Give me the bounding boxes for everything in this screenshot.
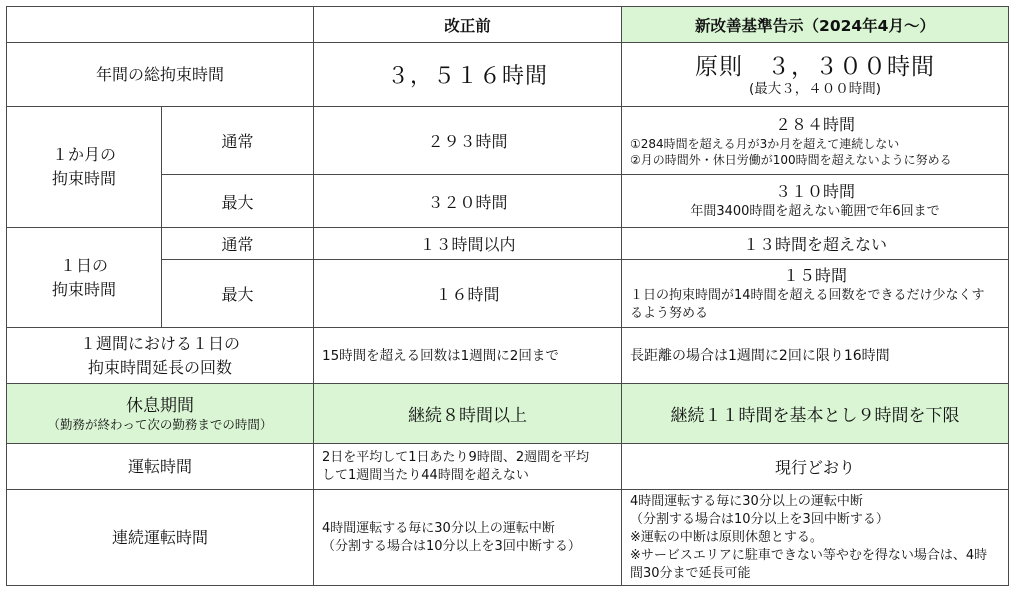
- daily-label-line2: 拘束時間: [51, 279, 116, 299]
- daily-max-before: １６時間: [314, 260, 622, 328]
- monthly-max-after-note: 年間3400時間を超えない範囲で年6回まで: [690, 204, 940, 219]
- monthly-normal-after-main: ２８４時間: [774, 114, 855, 134]
- driving-before-line2: して1週間当たり44時間を超えない: [322, 467, 529, 483]
- row-monthly-normal: [7, 107, 1009, 175]
- daily-label-cell: [7, 228, 162, 328]
- rest-label-note: （勤務が終わって次の勤務までの時間）: [47, 416, 273, 432]
- daily-label-line1: １日の: [59, 255, 108, 275]
- monthly-normal-after-note1: ①284時間を超える月が3か月を超えて連続しない: [630, 136, 900, 151]
- daily-max-after-note-line1: １日の拘束時間が14時間を超える回数をできるだけ少なくす: [630, 287, 985, 303]
- continuous-before-cell: [314, 490, 622, 586]
- continuous-after-line3: ※運転の中断は原則休憩とする。: [630, 529, 823, 545]
- annual-before: ３，５１６時間: [314, 43, 622, 107]
- monthly-label-cell: [7, 107, 162, 228]
- header-before: 改正前: [314, 7, 622, 43]
- daily-max-after-cell: [622, 260, 1009, 328]
- row-daily-normal: [7, 228, 1009, 260]
- continuous-label: 連続運転時間: [7, 490, 314, 586]
- continuous-after-line1: 4時間運転する毎に30分以上の運転中断: [630, 493, 863, 509]
- rest-after: 継続１１時間を基本とし９時間を下限: [622, 384, 1009, 444]
- monthly-max-label: 最大: [162, 175, 314, 228]
- monthly-normal-label: 通常: [162, 107, 314, 175]
- row-weekly-extension: [7, 328, 1009, 384]
- driving-after: 現行どおり: [622, 444, 1009, 490]
- weekly-extension-label-line1: １週間における１日の: [79, 333, 240, 353]
- row-rest: [7, 384, 1009, 444]
- daily-max-after-main: １５時間: [782, 265, 847, 285]
- monthly-max-before: ３２０時間: [314, 175, 622, 228]
- weekly-extension-label-cell: [7, 328, 314, 384]
- weekly-extension-label-line2: 拘束時間延長の回数: [87, 357, 232, 377]
- weekly-extension-after: 長距離の場合は1週間に2回に限り16時間: [622, 328, 1009, 384]
- daily-max-after-note-line2: るよう努める: [630, 305, 709, 321]
- driving-before-cell: [314, 444, 622, 490]
- daily-normal-before: １３時間以内: [314, 228, 622, 260]
- monthly-max-after-cell: [622, 175, 1009, 228]
- monthly-normal-after-cell: [622, 107, 1009, 175]
- header-after: 新改善基準告示（2024年4月～）: [622, 7, 1009, 43]
- annual-after-sub: (最大３，４００時間): [748, 80, 882, 97]
- monthly-max-after-main: ３１０時間: [774, 182, 855, 201]
- driving-before-line1: 2日を平均して1日あたり9時間、2週間を平均: [322, 449, 590, 465]
- annual-after-cell: [622, 43, 1009, 107]
- driving-label: 運転時間: [7, 444, 314, 490]
- row-driving: [7, 444, 1009, 490]
- rest-label-cell: [7, 384, 314, 444]
- rest-label: 休息期間: [126, 395, 194, 416]
- daily-max-label: 最大: [162, 260, 314, 328]
- continuous-after-line2: （分割する場合は10分以上を3回中断する）: [630, 511, 889, 527]
- row-annual: [7, 43, 1009, 107]
- continuous-after-cell: [622, 490, 1009, 586]
- monthly-label-line2: 拘束時間: [51, 169, 116, 188]
- monthly-normal-after-note2: ②月の時間外・休日労働が100時間を超えないように努める: [630, 152, 952, 167]
- comparison-table: [6, 6, 1009, 586]
- header-blank-cell: [7, 7, 314, 43]
- monthly-normal-before: ２９３時間: [314, 107, 622, 175]
- daily-normal-label: 通常: [162, 228, 314, 260]
- rest-before: 継続８時間以上: [314, 384, 622, 444]
- annual-label: 年間の総拘束時間: [7, 43, 314, 107]
- weekly-extension-before: 15時間を超える回数は1週間に2回まで: [314, 328, 622, 384]
- daily-normal-after: １３時間を超えない: [622, 228, 1009, 260]
- continuous-before-line1: 4時間運転する毎に30分以上の運転中断: [322, 520, 555, 536]
- row-continuous: [7, 490, 1009, 586]
- comparison-sheet: [6, 6, 1008, 586]
- continuous-after-line4: ※サービスエリアに駐車できない等やむを得ない場合は、4時: [630, 547, 988, 563]
- continuous-after-line5: 間30分まで延長可能: [630, 565, 751, 581]
- annual-after-main: 原則 ３，３００時間: [695, 53, 935, 80]
- header-row: [7, 7, 1009, 43]
- monthly-label-line1: １か月の: [51, 145, 116, 164]
- continuous-before-line2: （分割する場合は10分以上を3回中断する）: [322, 538, 581, 554]
